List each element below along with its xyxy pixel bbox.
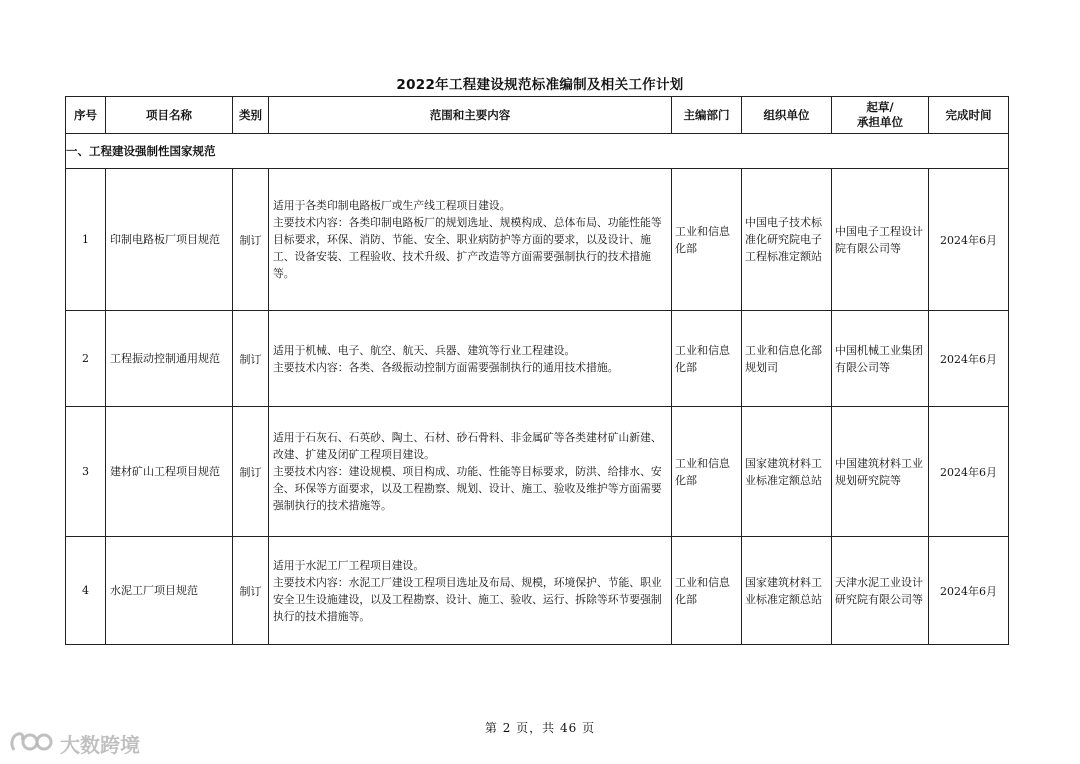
section-row — [66, 134, 1009, 169]
row-no: 4 — [66, 537, 106, 645]
row-date: 2024年6月 — [929, 169, 1009, 311]
row-dept: 工业和信息化部 — [672, 537, 742, 645]
row-scope — [269, 311, 672, 407]
page-footer: 第 2 页，共 46 页 — [484, 721, 596, 735]
table-row — [66, 311, 1009, 407]
row-scope — [269, 169, 672, 311]
row-drafter: 天津水泥工业设计研究院有限公司等 — [832, 537, 929, 645]
table-row — [66, 169, 1009, 311]
row-category: 制订 — [233, 407, 269, 537]
section-title: 一、工程建设强制性国家规范 — [66, 134, 1009, 169]
watermark-logo-icon — [8, 728, 54, 758]
row-category: 制订 — [233, 311, 269, 407]
scope-line: 适用于各类印制电路板厂或生产线工程项目建设。 — [273, 199, 511, 212]
row-name: 水泥工厂项目规范 — [106, 537, 233, 645]
col-header-dept: 主编部门 — [672, 97, 742, 134]
row-drafter: 中国机械工业集团有限公司等 — [832, 311, 929, 407]
row-category: 制订 — [233, 169, 269, 311]
row-no: 2 — [66, 311, 106, 407]
table-row — [66, 407, 1009, 537]
row-name: 建材矿山工程项目规范 — [106, 407, 233, 537]
col-header-name: 项目名称 — [106, 97, 233, 134]
watermark-text: 大数跨境 — [60, 732, 140, 757]
table-header-row — [66, 97, 1009, 134]
col-header-org: 组织单位 — [742, 97, 832, 134]
col-header-category: 类别 — [233, 97, 269, 134]
watermark — [8, 728, 140, 758]
row-org: 中国电子技术标准化研究院电子工程标准定额站 — [742, 169, 832, 311]
scope-line: 适用于水泥工厂工程项目建设。 — [273, 558, 425, 572]
scope-line: 适用于机械、电子、航空、航天、兵器、建筑等行业工程建设。 — [273, 343, 576, 357]
row-no: 1 — [66, 169, 106, 311]
table-row — [66, 537, 1009, 645]
row-dept: 工业和信息化部 — [672, 407, 742, 537]
scope-line: 主要技术内容：各类印制电路板厂的规划选址、规模构成、总体布局、功能性能等目标要求，环保、消防、节能、安全、职业病防护等方面的要求，以及设计、施工、设备安装、工程验收、技术升级、扩产改造等方面需要强制执行的技术措施等。 — [273, 216, 662, 280]
row-name: 印制电路板厂项目规范 — [106, 169, 233, 311]
document-title: 2022年工程建设规范标准编制及相关工作计划 — [396, 77, 684, 93]
row-dept: 工业和信息化部 — [672, 169, 742, 311]
scope-line: 主要技术内容：水泥工厂建设工程项目选址及布局、规模，环境保护、节能、职业安全卫生设施建设，以及工程勘察、设计、施工、验收、运行、拆除等环节要强制执行的技术措施等。 — [273, 575, 662, 623]
row-date: 2024年6月 — [929, 537, 1009, 645]
row-drafter: 中国电子工程设计院有限公司等 — [832, 169, 929, 311]
scope-line: 主要技术内容：各类、各级振动控制方面需要强制执行的通用技术措施。 — [273, 360, 619, 374]
row-scope — [269, 407, 672, 537]
scope-line: 适用于石灰石、石英砂、陶土、石材、砂石骨料、非金属矿等各类建材矿山新建、改建、扩建及闭矿工程项目建设。 — [273, 431, 662, 461]
row-date: 2024年6月 — [929, 311, 1009, 407]
row-org: 国家建筑材料工业标准定额总站 — [742, 537, 832, 645]
row-dept: 工业和信息化部 — [672, 311, 742, 407]
row-scope — [269, 537, 672, 645]
row-date: 2024年6月 — [929, 407, 1009, 537]
col-header-date: 完成时间 — [929, 97, 1009, 134]
plan-table — [65, 96, 1009, 645]
row-org: 国家建筑材料工业标准定额总站 — [742, 407, 832, 537]
row-org: 工业和信息化部规划司 — [742, 311, 832, 407]
row-name: 工程振动控制通用规范 — [106, 311, 233, 407]
row-no: 3 — [66, 407, 106, 537]
col-header-no: 序号 — [66, 97, 106, 134]
scope-line: 主要技术内容：建设规模、项目构成、功能、性能等目标要求，防洪、给排水、安全、环保等方面要求，以及工程勘察、规划、设计、施工、验收及维护等方面需要强制执行的技术措施等。 — [273, 465, 662, 512]
col-header-scope: 范围和主要内容 — [269, 97, 672, 134]
col-header-drafter: 起草/ 承担单位 — [832, 97, 929, 134]
row-drafter: 中国建筑材料工业规划研究院等 — [832, 407, 929, 537]
row-category: 制订 — [233, 537, 269, 645]
